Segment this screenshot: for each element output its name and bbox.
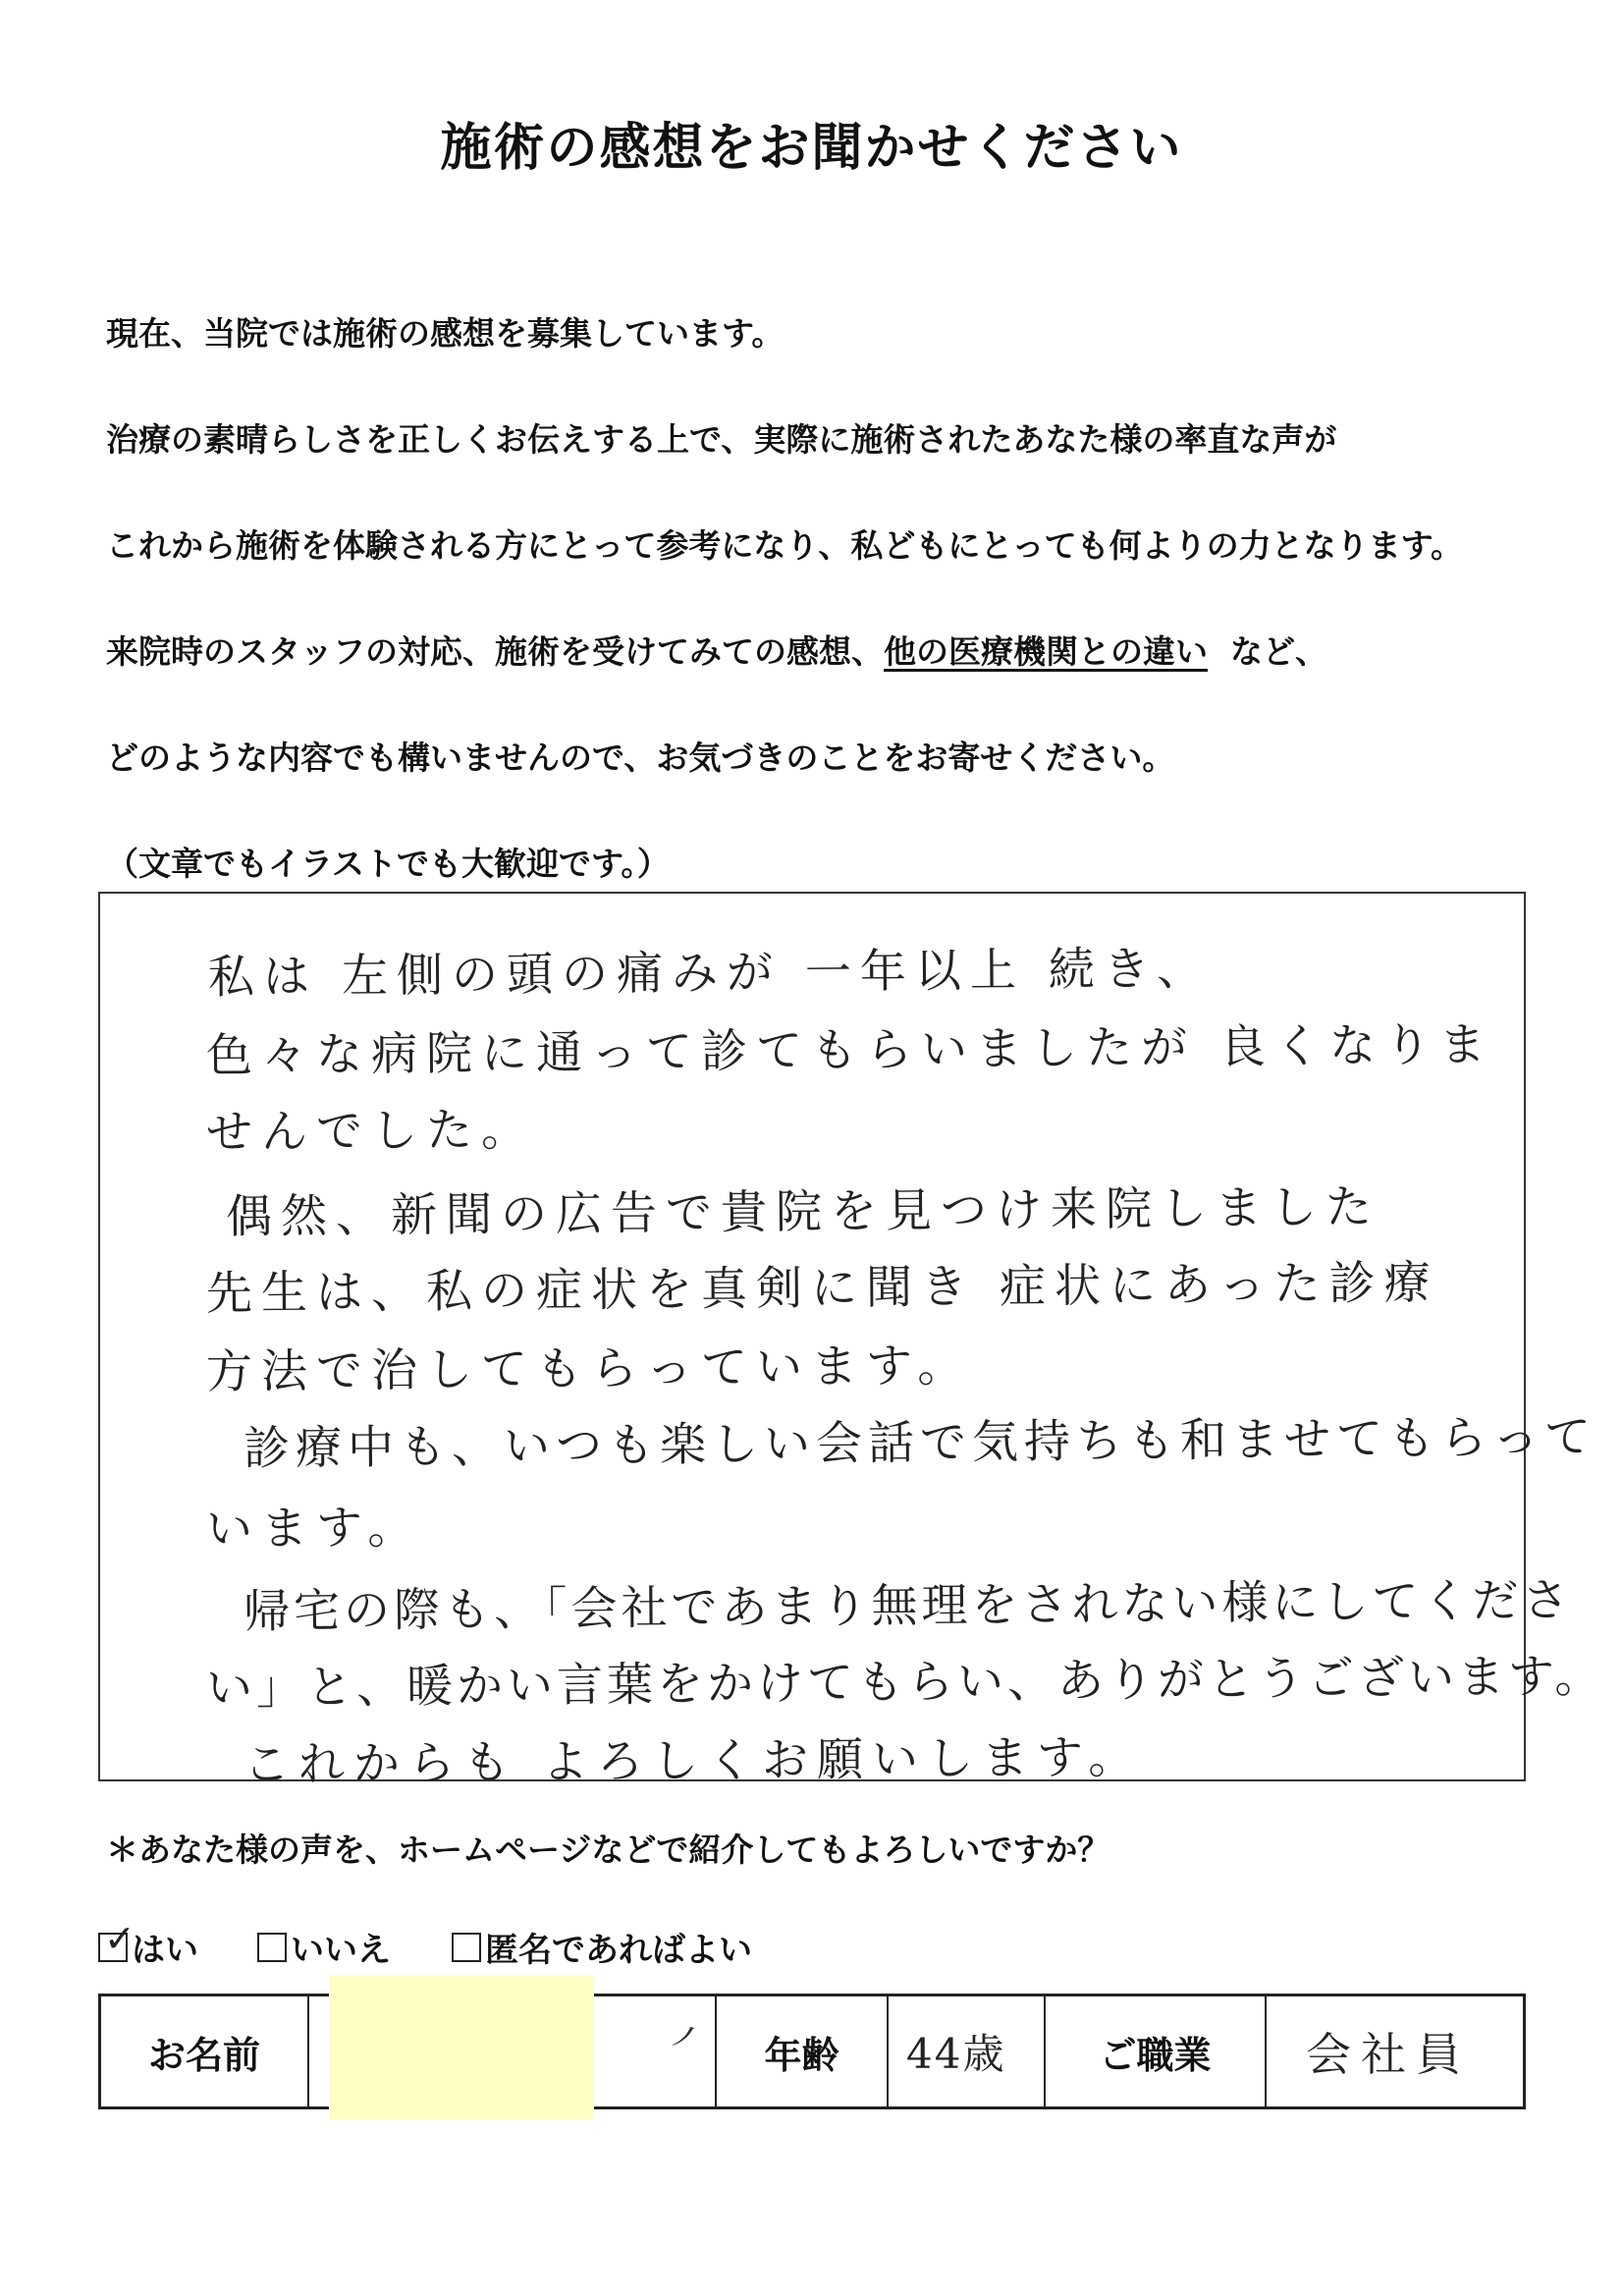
checkbox-yes[interactable] bbox=[98, 1916, 135, 1962]
age-label: 年齢 bbox=[717, 1996, 889, 2106]
option-no[interactable] bbox=[257, 1923, 391, 1971]
job-label: ご職業 bbox=[1046, 1996, 1267, 2106]
handwritten-line-8: います。 bbox=[205, 1501, 423, 1557]
intro-line-6: （文章でもイラストでも大歓迎です。） bbox=[106, 845, 670, 883]
name-redaction bbox=[329, 1975, 594, 2120]
option-anonymous[interactable] bbox=[452, 1923, 752, 1971]
handwritten-line-5: 先生は、私の症状を真剣に聞き 症状にあった診療 bbox=[205, 1256, 1439, 1321]
intro-line-3: これから施術を体験される方にとって参考になり、私どもにとっても何よりの力となります。 bbox=[106, 526, 1464, 565]
handwritten-line-9: 帰宅の際も、「会社であまり無理をされない様にしてくださ bbox=[243, 1573, 1573, 1639]
checkbox-anonymous[interactable] bbox=[452, 1933, 481, 1962]
intro-line-4-after: など、 bbox=[1229, 632, 1327, 671]
handwritten-line-2: 色々な病院に通って診てもらいましたが 良くなりま bbox=[205, 1017, 1495, 1083]
handwritten-line-4: 偶然、新聞の広告で貴院を見つけ来院しました bbox=[225, 1179, 1381, 1244]
permission-question: ＊あなた様の声を、ホームページなどで紹介してもよろしいですか？ bbox=[106, 1831, 1110, 1869]
option-yes[interactable] bbox=[98, 1916, 198, 1971]
age-value: 44歳 bbox=[889, 1996, 1046, 2106]
intro-line-4-before: 来院時のスタッフの対応、施術を受けてみての感想、 bbox=[106, 632, 884, 671]
handwritten-line-6: 方法で治してもらっています。 bbox=[205, 1339, 973, 1399]
handwritten-line-10: い」と、暖かい言葉をかけてもらい、ありがとうございます。 bbox=[205, 1649, 1605, 1716]
checkbox-no[interactable] bbox=[257, 1933, 287, 1962]
intro-line-5: どのような内容でも構いませんので、お気づきのことをお寄せください。 bbox=[106, 738, 1175, 777]
job-value: 会社員 bbox=[1306, 2028, 1471, 2081]
name-label: お名前 bbox=[101, 1996, 309, 2106]
handwritten-comment-box bbox=[98, 892, 1605, 1792]
handwritten-line-3: せんでした。 bbox=[205, 1103, 537, 1160]
page-title: 施術の感想をお聞かせください bbox=[440, 119, 1183, 178]
option-anonymous-label: 匿名であればよい bbox=[485, 1931, 752, 1970]
handwritten-line-7: 診療中も、いつも楽しい会話で気持ちも和ませてもらって bbox=[243, 1409, 1597, 1476]
intro-line-4 bbox=[106, 632, 1559, 672]
intro-text bbox=[106, 314, 1559, 884]
option-yes-label: はい bbox=[132, 1931, 198, 1970]
check-mark-icon: ✓ bbox=[104, 1916, 135, 1960]
intro-line-1: 現在、当院では施術の感想を募集しています。 bbox=[106, 314, 784, 353]
name-ink-fragment: ㇒ bbox=[670, 2021, 709, 2066]
handwritten-line-11: これからも よろしくお願いします。 bbox=[243, 1730, 1144, 1792]
intro-line-4-underlined: 他の医療機関との違い bbox=[884, 632, 1208, 671]
name-value-cell bbox=[309, 1996, 717, 2106]
handwritten-line-1: 私は 左側の頭の痛みが 一年以上 続き、 bbox=[207, 942, 1213, 1005]
option-no-label: いいえ bbox=[291, 1931, 391, 1970]
respondent-info-table bbox=[98, 1994, 1526, 2109]
intro-line-2: 治療の素晴らしさを正しくお伝えする上で、実際に施術されたあなた様の率直な声が bbox=[106, 420, 1337, 459]
